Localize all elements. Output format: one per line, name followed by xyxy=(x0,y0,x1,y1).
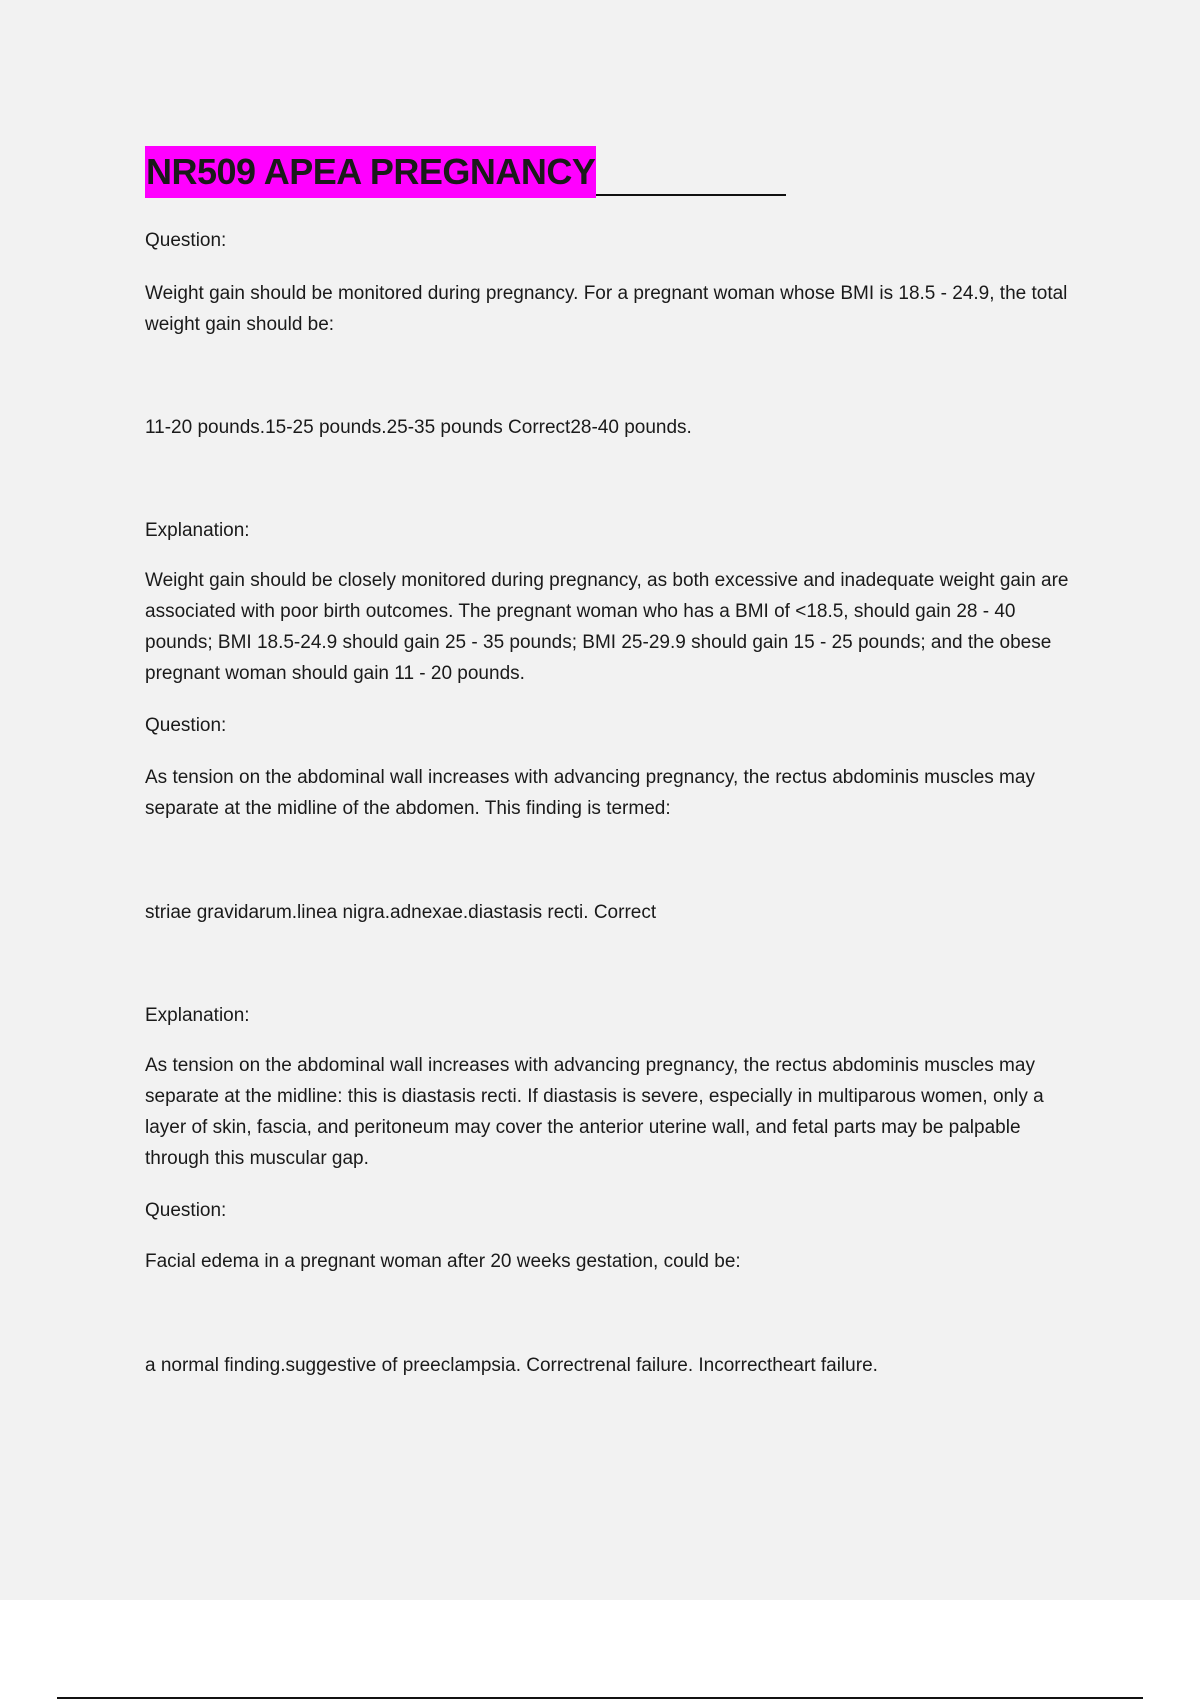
question-text-2: As tension on the abdominal wall increases with advancing pregnancy, the rectus abdominis muscles may separate at the midline of the abdomen. This finding is termed: xyxy=(145,767,1035,819)
question-label-1: Question: xyxy=(145,230,227,251)
explanation-text-1: Weight gain should be closely monitored during pregnancy, as both excessive and inadequate weight gain are associated with poor birth outcomes. The pregnant woman who has a BMI of <18.5, should gain 28 - 40 pounds; BMI 18.5-24.9 should gain 25 - 35 pounds; BMI 25-29.9 should gain 15 - 25 pounds; and the obese pregnant woman should gain 11 - 20 pounds. xyxy=(145,570,1069,684)
title-underline xyxy=(145,146,786,196)
question-label-2: Question: xyxy=(145,715,227,736)
question-label-3: Question: xyxy=(145,1200,227,1221)
answer-options-2: striae gravidarum.linea nigra.adnexae.diastasis recti. Correct xyxy=(145,902,657,923)
explanation-label-2: Explanation: xyxy=(145,1005,250,1026)
answer-options-3: a normal finding.suggestive of preeclampsia. Correctrenal failure. Incorrectheart failure. xyxy=(145,1355,878,1376)
answer-options-1: 11-20 pounds.15-25 pounds.25-35 pounds Correct28-40 pounds. xyxy=(145,417,692,438)
document-title: NR509 APEA PREGNANCY xyxy=(145,146,596,198)
explanation-text-2: As tension on the abdominal wall increases with advancing pregnancy, the rectus abdominis muscles may separate at the midline: this is diastasis recti. If diastasis is severe, especially in multiparous women, only a layer of skin, fascia, and peritoneum may cover the anterior uterine wall, and fetal parts may be palpable through this muscular gap. xyxy=(145,1055,1044,1169)
question-text-3: Facial edema in a pregnant woman after 20 weeks gestation, could be: xyxy=(145,1251,741,1272)
explanation-label-1: Explanation: xyxy=(145,520,250,541)
question-text-1: Weight gain should be monitored during pregnancy. For a pregnant woman whose BMI is 18.5 - 24.9, the total weight gain should be: xyxy=(145,283,1068,335)
footer-divider xyxy=(57,1697,1143,1699)
